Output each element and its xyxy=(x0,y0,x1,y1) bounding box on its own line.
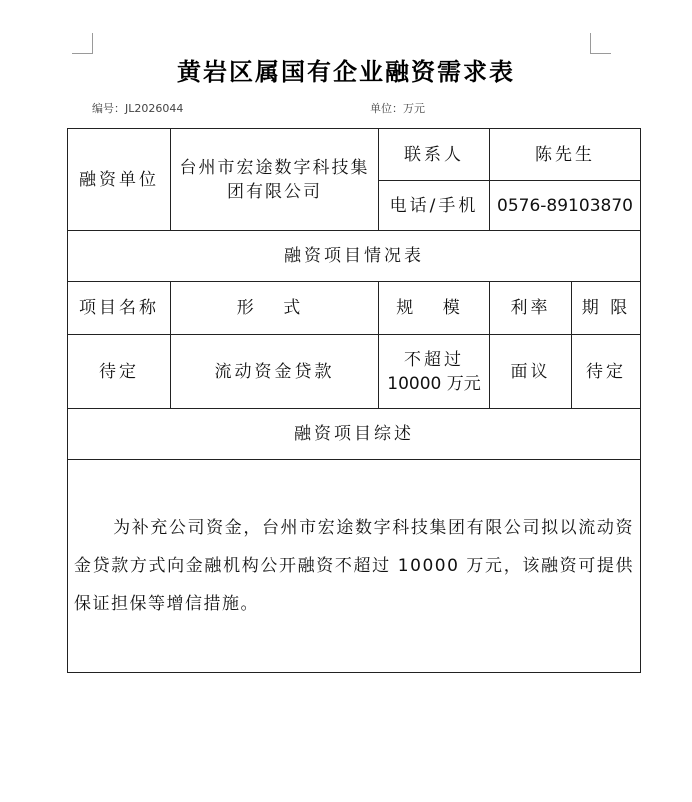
document-code xyxy=(92,100,183,116)
code-value: JL2026044 xyxy=(125,102,184,115)
column-header-scale: 规 模 xyxy=(379,282,490,335)
summary-title: 融资项目综述 xyxy=(68,409,641,460)
summary-cell xyxy=(68,460,641,673)
row-project-name: 待定 xyxy=(68,335,171,409)
phone-value: 0576-89103870 xyxy=(490,181,641,231)
row-scale-line2: 10000 万元 xyxy=(387,373,481,394)
unit-label: 单位： xyxy=(370,102,403,115)
financing-unit-value: 台州市宏途数字科技集团有限公司 xyxy=(171,129,379,231)
contact-label: 联系人 xyxy=(379,129,490,181)
project-section-title: 融资项目情况表 xyxy=(68,231,641,282)
summary-text: 为补充公司资金，台州市宏途数字科技集团有限公司拟以流动资金贷款方式向金融机构公开融资不超过 10000 万元，该融资可提供保证担保等增信措施。 xyxy=(74,518,634,614)
phone-label: 电话/手机 xyxy=(379,181,490,231)
row-scale xyxy=(379,335,490,409)
row-form: 流动资金贷款 xyxy=(171,335,379,409)
document-unit xyxy=(370,100,425,116)
page-corner-mark-top-left xyxy=(72,33,93,54)
column-header-rate: 利率 xyxy=(490,282,572,335)
page-corner-mark-top-right xyxy=(590,33,611,54)
contact-value: 陈先生 xyxy=(490,129,641,181)
column-header-project-name: 项目名称 xyxy=(68,282,171,335)
column-header-term: 期 限 xyxy=(572,282,641,335)
column-header-form: 形 式 xyxy=(171,282,379,335)
row-term: 待定 xyxy=(572,335,641,409)
financing-demand-table xyxy=(67,128,641,673)
document-title: 黄岩区属国有企业融资需求表 xyxy=(177,58,515,86)
financing-unit-label: 融资单位 xyxy=(68,129,171,231)
code-label: 编号： xyxy=(92,102,125,115)
row-scale-line1: 不超过 xyxy=(404,349,464,370)
row-rate: 面议 xyxy=(490,335,572,409)
unit-value: 万元 xyxy=(403,102,425,115)
